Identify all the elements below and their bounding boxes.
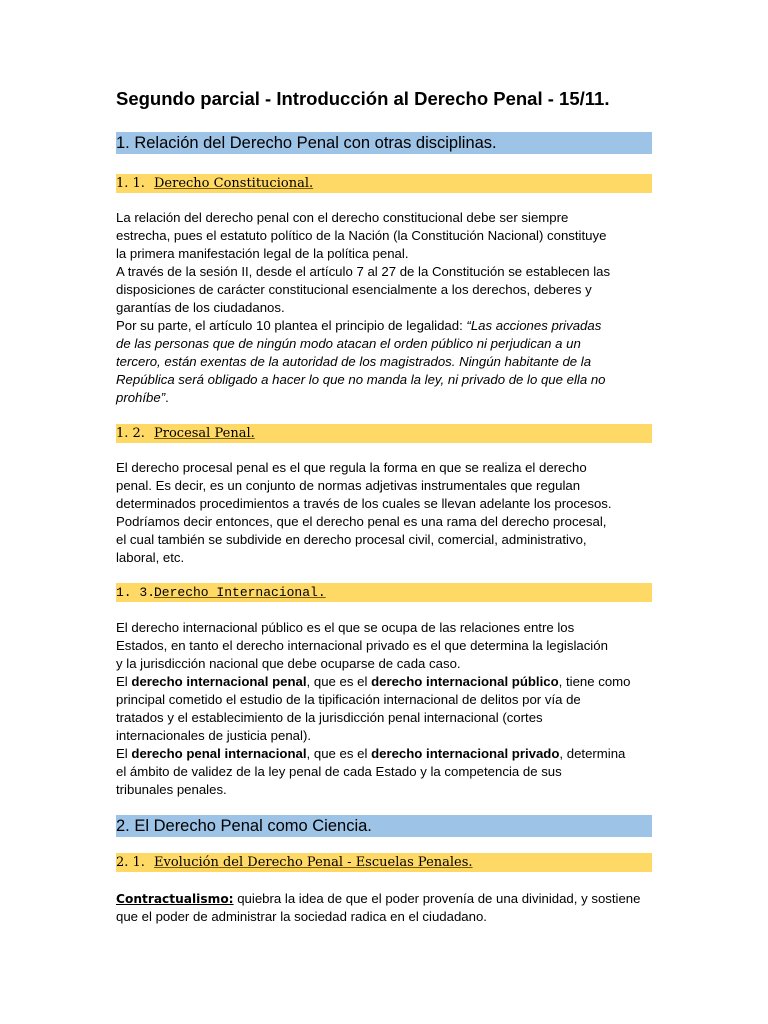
subsection-2-1-heading [116,853,652,872]
text-line: tratados y el establecimiento de la jurisdicción penal internacional (cortes [116,710,543,725]
subsection-number: 1. 1. [116,176,145,191]
text-span: Por su parte, el artículo 10 plantea el principio de legalidad: [116,318,467,333]
text-span: , tiene como [558,674,631,689]
text-span: El [116,674,132,689]
document-title: Segundo parcial - Introducción al Derecho Penal - 15/11. [116,88,610,109]
text-line [116,890,656,908]
text-span: quiebra la idea de que el poder provenía de una divinidad, y sostiene [233,891,641,906]
bold-term: derecho internacional penal [131,674,307,689]
text-line: Podríamos decir entonces, que el derecho penal es una rama del derecho procesal, [116,514,607,529]
subsection-1-3-heading [116,583,652,602]
text-line: el ámbito de validez de la ley penal de cada Estado y la competencia de sus [116,764,562,779]
text-line: disposiciones de carácter constitucional esencialmente a los derechos, deberes y [116,282,592,297]
text-line [116,745,656,763]
quote-line [116,389,656,407]
subsection-number: 1. 2. [116,426,145,441]
quote-text: de las personas que de ningún modo atacan el orden público ni perjudican a un [116,336,581,351]
bold-term: derecho penal internacional [131,746,307,761]
text-span: El [116,746,132,761]
text-span: , que es el [306,674,372,689]
subsection-number: 2. 1. [116,855,145,870]
paragraph-constitucional [116,209,656,407]
paragraph-contractualismo [116,890,656,926]
text-line: Estados, en tanto el derecho internacional privado es el que determina la legislación [116,638,608,653]
quote-text: “Las acciones privadas [466,318,602,333]
text-line: y la jurisdicción nacional que debe ocuparse de cada caso. [116,656,461,671]
bold-term: derecho internacional privado [371,746,560,761]
text-line: estrecha, pues el estatuto político de la Nación (la Constitución Nacional) constituye [116,228,607,243]
section-2-heading: 2. El Derecho Penal como Ciencia. [116,815,652,837]
text-line [116,317,656,335]
text-line: tribunales penales. [116,782,227,797]
subsection-label: Derecho Internacional. [154,585,326,600]
text-span: , determina [559,746,626,761]
subsection-label: Derecho Constitucional. [154,176,314,191]
subsection-label: Procesal Penal. [154,426,255,441]
quote-text: prohíbe” [116,390,166,405]
text-span: , que es el [306,746,372,761]
quote-text: tercero, están exentas de la autoridad de los magistrados. Ningún habitante de la [116,354,592,369]
text-span: . [165,390,169,405]
underlined-term: Contractualismo: [116,892,234,906]
text-line: A través de la sesión II, desde el artículo 7 al 27 de la Constitución se establecen las [116,264,611,279]
text-line: el cual también se subdivide en derecho procesal civil, comercial, administrativo, [116,532,587,547]
section-1-heading: 1. Relación del Derecho Penal con otras disciplinas. [116,132,652,154]
text-line: principal cometido el estudio de la tipificación internacional de delitos por vía de [116,692,581,707]
text-line: determinados procedimientos a través de los cuales se llevan adelante los procesos. [116,496,612,511]
text-line: El derecho internacional público es el que se ocupa de las relaciones entre los [116,620,575,635]
subsection-1-1-heading [116,174,652,193]
text-line: La relación del derecho penal con el derecho constitucional debe ser siempre [116,210,569,225]
quote-line [116,353,656,371]
quote-text: República será obligado a hacer lo que no manda la ley, ni privado de lo que ella no [116,372,606,387]
text-line: penal. Es decir, es un conjunto de normas adjetivas instrumentales que regulan [116,478,581,493]
text-line: laboral, etc. [116,550,185,565]
text-line: la primera manifestación legal de la política penal. [116,246,409,261]
subsection-1-2-heading [116,424,652,443]
quote-line [116,335,656,353]
text-line: El derecho procesal penal es el que regula la forma en que se realiza el derecho [116,460,587,475]
subsection-number: 1. 3. [116,585,156,600]
text-line: garantías de los ciudadanos. [116,300,285,315]
paragraph-procesal [116,459,656,567]
bold-term: derecho internacional público [371,674,559,689]
paragraph-internacional [116,619,656,799]
text-line [116,673,656,691]
text-line: que el poder de administrar la sociedad radica en el ciudadano. [116,909,487,924]
subsection-label: Evolución del Derecho Penal - Escuelas Penales. [154,855,473,870]
quote-line [116,371,656,389]
text-line: internacionales de justicia penal). [116,728,311,743]
